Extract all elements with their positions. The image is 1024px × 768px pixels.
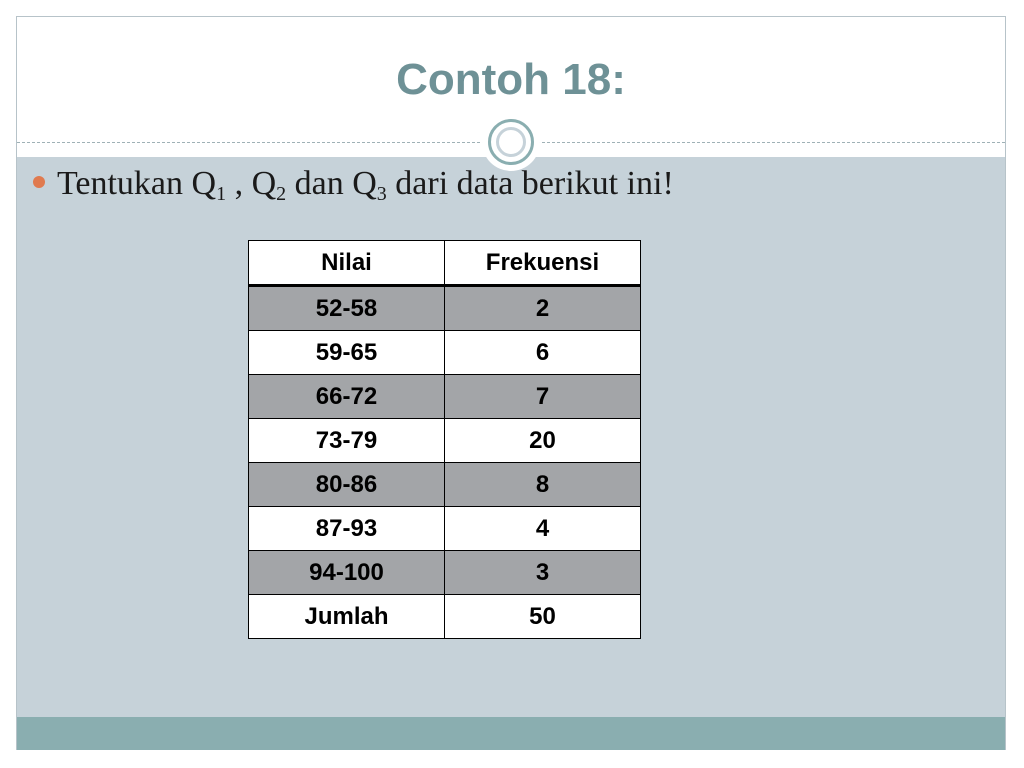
cell-nilai: 73-79 bbox=[249, 419, 445, 463]
cell-nilai: 52-58 bbox=[249, 286, 445, 331]
bullet-text-1: Tentukan Q bbox=[57, 165, 217, 202]
cell-total-label: Jumlah bbox=[249, 595, 445, 639]
cell-total-value: 50 bbox=[445, 595, 641, 639]
cell-frekuensi: 8 bbox=[445, 463, 641, 507]
cell-frekuensi: 20 bbox=[445, 419, 641, 463]
cell-nilai: 80-86 bbox=[249, 463, 445, 507]
cell-frekuensi: 3 bbox=[445, 551, 641, 595]
bullet-text-3: dan Q bbox=[286, 165, 377, 202]
cell-nilai: 87-93 bbox=[249, 507, 445, 551]
subscript-1: 1 bbox=[216, 183, 227, 205]
table-header-row bbox=[249, 241, 641, 286]
table-row bbox=[249, 331, 641, 375]
table-row bbox=[249, 507, 641, 551]
cell-nilai: 59-65 bbox=[249, 331, 445, 375]
cell-frekuensi: 6 bbox=[445, 331, 641, 375]
footer-band bbox=[17, 717, 1005, 750]
bullet-item bbox=[33, 165, 674, 215]
cell-nilai: 66-72 bbox=[249, 375, 445, 419]
table-row bbox=[249, 419, 641, 463]
cell-nilai: 94-100 bbox=[249, 551, 445, 595]
header-frekuensi: Frekuensi bbox=[445, 241, 641, 286]
cell-frekuensi: 7 bbox=[445, 375, 641, 419]
subscript-2: 2 bbox=[276, 183, 287, 205]
cell-frekuensi: 2 bbox=[445, 286, 641, 331]
slide-title: Contoh 18: bbox=[396, 55, 626, 104]
subscript-3: 3 bbox=[376, 183, 387, 205]
bullet-text-4: dari data berikut ini! bbox=[386, 165, 674, 202]
table-total-row bbox=[249, 595, 641, 639]
table-row bbox=[249, 551, 641, 595]
header-nilai: Nilai bbox=[249, 241, 445, 286]
cell-frekuensi: 4 bbox=[445, 507, 641, 551]
bullet-dot-icon bbox=[33, 176, 45, 188]
table-row bbox=[249, 375, 641, 419]
table-row bbox=[249, 286, 641, 331]
frequency-table bbox=[248, 240, 641, 639]
ornament-ring-icon bbox=[488, 119, 534, 165]
table-row bbox=[249, 463, 641, 507]
bullet-text-2: , Q bbox=[226, 165, 277, 202]
